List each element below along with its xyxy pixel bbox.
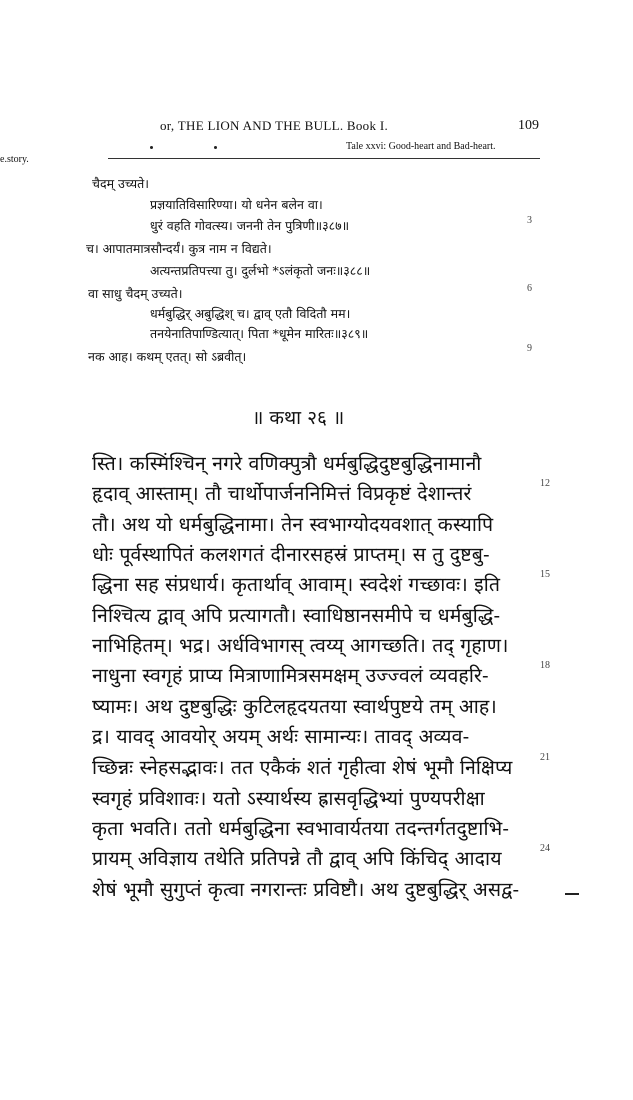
prose-line: शेषं भूमौ सुगुप्तं कृत्वा नगरान्तः प्रविष्टौ। अथ दुष्टबुद्धिर् असद्व- [92,878,520,901]
prose-line: स्ति। कस्मिंश्चिन् नगरे वणिक्पुत्रौ धर्मबुद्धिदुष्टबुद्धिनामानौ [92,452,482,475]
verse-line: धर्मबुद्धिर् अबुद्धिश् च। द्वाव् एतौ विदितौ मम। [150,306,351,321]
verse-line: नक आह। कथम् एतत्। सो ऽब्रवीत्। [88,349,247,364]
prose-line: द्धिना सह संप्रधार्य। कृतार्थाव् आवाम्। स्वदेशं गच्छावः। इति [92,573,501,596]
verse-line: धुरं वहति गोवत्स्य। जननी तेन पुत्रिणी॥३८७॥ [150,218,350,233]
prose-line: निश्चित्य द्वाव् अपि प्रत्यागतौ। स्वाधिष्ठानसमीपे च धर्मबुद्धि- [92,604,501,627]
prose-line: तौ। अथ यो धर्मबुद्धिनामा। तेन स्वभाग्योदयवशात् कस्यापि [92,513,494,536]
header-rule [108,158,540,159]
prose-line: प्रायम् अविज्ञाय तथेति प्रतिपन्ने तौ द्वाव् अपि किंचिद् आदाय [92,847,502,870]
prose-line: ष्यामः। अथ दुष्टबुद्धिः कुटिलहृदयतया स्वार्थपुष्टये तम् आह। [92,695,497,718]
prose-line: द्र। यावद् आवयोर् अयम् अर्थः सामान्यः। तावद् अव्यव- [92,725,470,748]
verse-line: अत्यन्तप्रतिपत्त्या तु। दुर्लभो *ऽलंकृतो जनः॥३८८॥ [150,263,371,278]
prose-line: हृदाव् आस्ताम्। तौ चार्थोपार्जननिमित्तं विप्रकृष्टं देशान्तरं [92,482,472,505]
verse-line: तनयेनातिपाण्डित्यात्। पिता *धूमेन मारितः॥३८९॥ [150,326,369,341]
print-speck [214,146,217,149]
tale-subheading: Tale xxvi: Good-heart and Bad-heart. [346,141,496,152]
left-margin-fragment: e.story. [0,154,29,165]
prose-line: स्वगृहं प्रविशावः। यतो ऽस्यार्थस्य ह्रासवृद्धिभ्यां पुण्यपरीक्षा [92,787,485,810]
margin-line-number: 24 [540,843,550,854]
story-title: ॥ कथा २६ ॥ [252,407,345,429]
page-end-mark [565,893,579,895]
page-number: 109 [518,118,539,133]
margin-line-number: 15 [540,569,550,580]
prose-line: धोः पूर्वस्थापितं कलशगतं दीनारसहस्रं प्राप्तम्। स तु दुष्टबु- [92,543,490,566]
prose-line: च्छिन्नः स्नेहसद्भावः। तत एकैकं शतं गृहीत्वा शेषं भूमौ निक्षिप्य [92,756,513,779]
margin-line-number: 9 [527,343,532,354]
verse-line: चैदम् उच्यते। [92,176,149,191]
prose-line: नाभिहितम्। भद्र। अर्धविभागस् त्वय्य् आगच्छति। तद् गृहाण। [92,634,509,657]
prose-line: नाधुना स्वगृहं प्राप्य मित्राणामित्रसमक्षम् उज्ज्वलं व्यवहरि- [92,664,489,687]
running-head: or, THE LION AND THE BULL. Book I. [160,118,389,133]
margin-line-number: 6 [527,283,532,294]
margin-line-number: 12 [540,478,550,489]
margin-line-number: 21 [540,752,550,763]
verse-line: च। आपातमात्रसौन्दर्यं। कुत्र नाम न विद्यते। [86,241,272,256]
margin-line-number: 18 [540,660,550,671]
margin-line-number: 3 [527,215,532,226]
prose-line: कृता भवति। ततो धर्मबुद्धिना स्वभावार्यतया तदन्तर्गतदुष्टाभि- [92,817,510,840]
verse-line: वा साधु चैदम् उच्यते। [88,286,183,301]
print-speck [150,146,153,149]
verse-line: प्रज्ञयातिविसारिण्या। यो धनेन बलेन वा। [150,197,323,212]
